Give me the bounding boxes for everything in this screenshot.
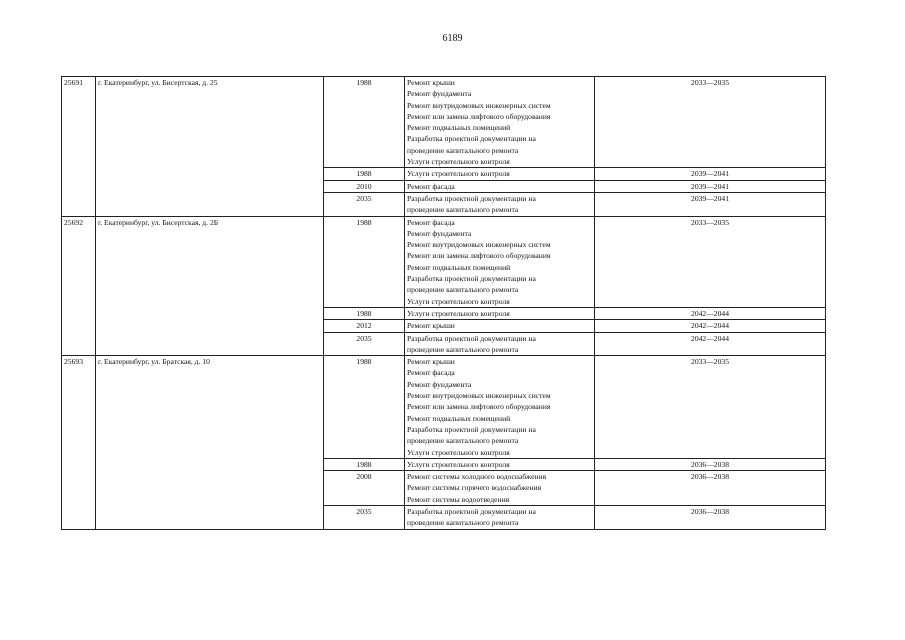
table-row	[62, 356, 826, 459]
work-item: проведение капитального ремонта	[407, 145, 519, 155]
work-item: Ремонт внутридомовых инженерных систем	[407, 100, 551, 110]
work-item: Разработка проектной документации на	[407, 274, 536, 284]
work-item: Ремонт крыши	[407, 321, 455, 331]
work-item: Разработка проектной документации на	[407, 424, 536, 434]
year-cell: 1988	[324, 307, 405, 319]
work-item: Ремонт внутридомовых инженерных систем	[407, 391, 551, 401]
work-item: Ремонт подвальных помещений	[407, 262, 511, 272]
period-cell: 2036—2038	[595, 471, 826, 506]
work-item: Услуги строительного контроля	[407, 169, 510, 179]
work-item: Ремонт системы водоотведения	[407, 494, 510, 504]
work-item: проведение капитального ремонта	[407, 436, 519, 446]
table-body	[62, 77, 826, 530]
year-cell: 2012	[324, 320, 405, 332]
period-cell: 2039—2041	[595, 192, 826, 216]
period-cell: 2042—2044	[595, 307, 826, 319]
year-cell: 1988	[324, 77, 405, 168]
work-item: Ремонт фасада	[407, 368, 455, 378]
period-cell: 2033—2035	[595, 216, 826, 307]
year-cell: 1988	[324, 458, 405, 470]
year-cell: 2010	[324, 180, 405, 192]
period-cell: 2036—2038	[595, 505, 826, 529]
period-cell: 2033—2035	[595, 356, 826, 459]
period-cell: 2039—2041	[595, 180, 826, 192]
work-item: Разработка проектной документации на	[407, 333, 536, 343]
works-cell	[405, 332, 595, 356]
work-item: Ремонт или замена лифтового оборудования	[407, 251, 551, 261]
house-address-cell: г. Екатеринбург, ул. Братская, д. 10	[96, 356, 324, 529]
works-cell	[405, 77, 595, 168]
work-item: Услуги строительного контроля	[407, 308, 510, 318]
work-item: Разработка проектной документации на	[407, 193, 536, 203]
work-item: Ремонт системы горячего водоснабжения	[407, 483, 542, 493]
works-cell	[405, 168, 595, 180]
work-item: проведение капитального ремонта	[407, 518, 519, 528]
works-cell	[405, 192, 595, 216]
works-cell	[405, 180, 595, 192]
work-item: Ремонт крыши	[407, 357, 455, 367]
work-item: Услуги строительного контроля	[407, 157, 510, 167]
work-item: проведение капитального ремонта	[407, 344, 519, 354]
house-number-cell: 25693	[62, 356, 96, 529]
work-item: проведение капитального ремонта	[407, 285, 519, 295]
work-item: Ремонт фасада	[407, 217, 455, 227]
work-item: Ремонт фундамента	[407, 89, 472, 99]
table-row	[62, 77, 826, 168]
work-item: Ремонт или замена лифтового оборудования	[407, 111, 551, 121]
year-cell: 1988	[324, 168, 405, 180]
work-item: Ремонт или замена лифтового оборудования	[407, 402, 551, 412]
works-cell	[405, 458, 595, 470]
work-item: Ремонт фундамента	[407, 379, 472, 389]
period-cell: 2033—2035	[595, 77, 826, 168]
work-item: Ремонт крыши	[407, 78, 455, 87]
works-cell	[405, 471, 595, 506]
house-number-cell: 25691	[62, 77, 96, 217]
period-cell: 2042—2044	[595, 320, 826, 332]
work-item: Разработка проектной документации на	[407, 506, 536, 516]
year-cell: 2008	[324, 471, 405, 506]
works-cell	[405, 320, 595, 332]
work-item: Ремонт системы холодного водоснабжения	[407, 472, 547, 482]
period-cell: 2039—2041	[595, 168, 826, 180]
year-cell: 1988	[324, 216, 405, 307]
house-address-cell: г. Екатеринбург, ул. Бисертская, д. 2Б	[96, 216, 324, 356]
page-number: 6189	[442, 33, 463, 44]
work-item: Услуги строительного контроля	[407, 459, 510, 469]
work-item: Ремонт внутридомовых инженерных систем	[407, 240, 551, 250]
works-cell	[405, 307, 595, 319]
repair-schedule-table	[61, 76, 826, 530]
house-number-cell: 25692	[62, 216, 96, 356]
year-cell: 1988	[324, 356, 405, 459]
house-address-cell: г. Екатеринбург, ул. Бисертская, д. 25	[96, 77, 324, 217]
year-cell: 2035	[324, 192, 405, 216]
work-item: Ремонт фасада	[407, 181, 455, 191]
works-cell	[405, 216, 595, 307]
work-item: Ремонт фундамента	[407, 228, 472, 238]
work-item: Ремонт подвальных помещений	[407, 413, 511, 423]
work-item: Ремонт подвальных помещений	[407, 123, 511, 133]
work-item: Услуги строительного контроля	[407, 447, 510, 457]
table-row	[62, 216, 826, 307]
work-item: Услуги строительного контроля	[407, 296, 510, 306]
year-cell: 2035	[324, 505, 405, 529]
period-cell: 2042—2044	[595, 332, 826, 356]
works-cell	[405, 356, 595, 459]
year-cell: 2035	[324, 332, 405, 356]
period-cell: 2036—2038	[595, 458, 826, 470]
work-item: Разработка проектной документации на	[407, 134, 536, 144]
work-item: проведение капитального ремонта	[407, 205, 519, 215]
works-cell	[405, 505, 595, 529]
